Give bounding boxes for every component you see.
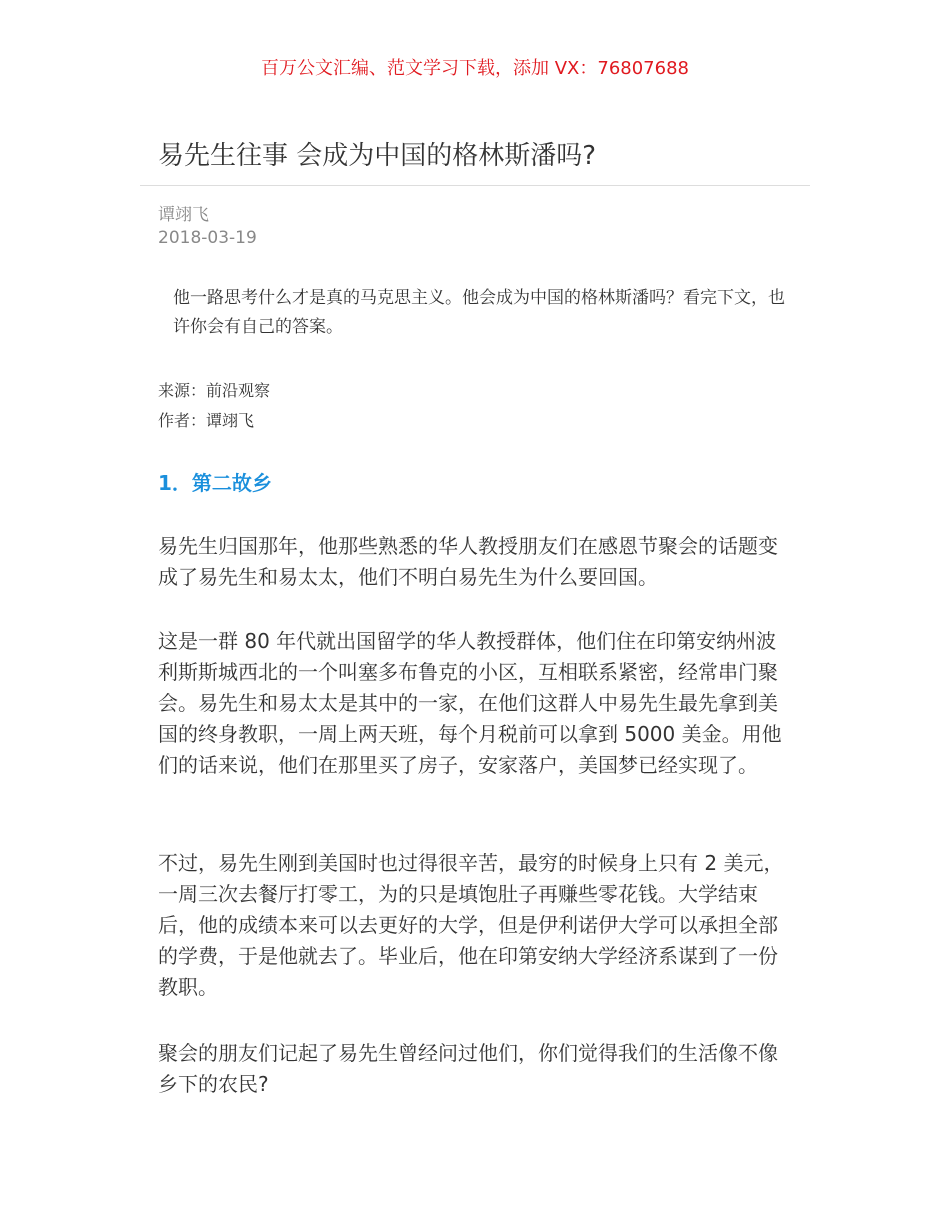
paragraph: 易先生归国那年，他那些熟悉的华人教授朋友们在感恩节聚会的话题变成了易先生和易太太，他们不明白易先生为什么要回国。 xyxy=(158,534,778,589)
paragraph: 不过，易先生刚到美国时也过得很辛苦，最穷的时候身上只有 2 美元，一周三次去餐厅打零工，为的只是填饱肚子再赚些零花钱。大学结束后，他的成绩本来可以去更好的大学，但是伊利诺伊大学可以承担全部的学费，于是他就去了。毕业后，他在印第安纳大学经济系谋到了一份教职。 xyxy=(158,851,784,999)
article-summary: 他一路思考什么才是真的马克思主义。他会成为中国的格林斯潘吗？看完下文，也许你会有自己的答案。 xyxy=(173,288,785,337)
source-line: 来源：前沿观察 xyxy=(158,381,271,400)
section-heading: 1．第二故乡 xyxy=(158,471,272,495)
paragraph: 这是一群 80 年代就出国留学的华人教授群体，他们住在印第安纳州波利斯斯城西北的一个叫塞多布鲁克的小区，互相联系紧密，经常串门聚会。易先生和易太太是其中的一家，在他们这群人中易先生最先拿到美国的终身教职，一周上两天班，每个月税前可以拿到 5000 美金。用他们的话来说，他们在那里买了房子，安家落户，美国梦已经实现了。 xyxy=(158,629,782,777)
watermark-banner: 百万公文汇编、范文学习下载，添加 VX：76807688 xyxy=(261,58,689,79)
publish-date: 2018-03-19 xyxy=(158,228,257,248)
title-divider xyxy=(140,185,810,186)
article-title: 易先生往事 会成为中国的格林斯潘吗? xyxy=(158,141,597,171)
paragraph: 聚会的朋友们记起了易先生曾经问过他们，你们觉得我们的生活像不像乡下的农民? xyxy=(158,1041,778,1096)
byline-author[interactable]: 谭翊飞 xyxy=(158,205,209,225)
author-line: 作者：谭翊飞 xyxy=(158,411,255,430)
